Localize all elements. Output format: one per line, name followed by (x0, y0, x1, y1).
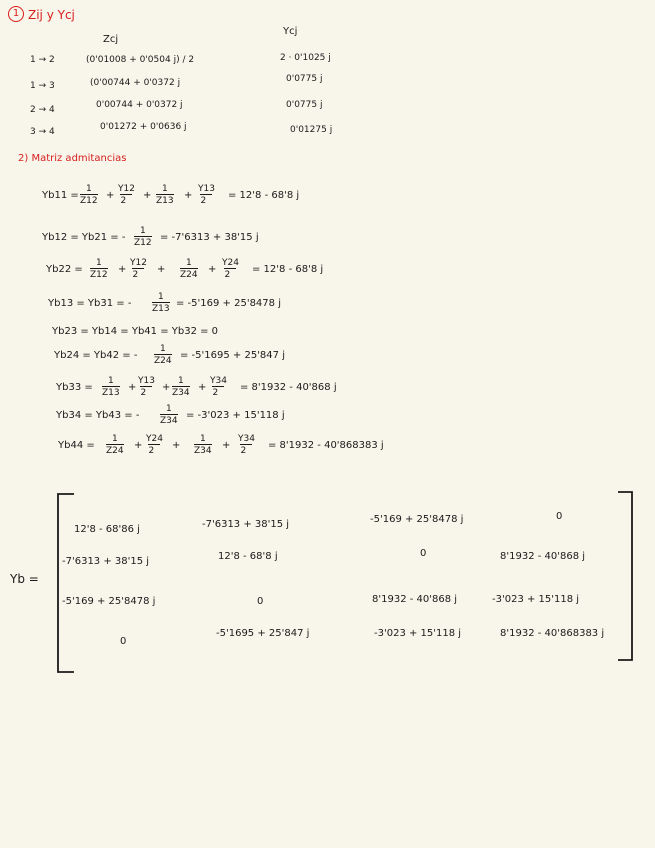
eq-yb13-result: = -5'169 + 25'8478 j (176, 298, 281, 309)
fraction: $\frac{1}{Z12}$ (134, 226, 152, 248)
z-value: 0'01272 + 0'0636 j (100, 122, 187, 132)
matrix-left-bracket (56, 492, 76, 674)
matrix-cell: 8'1932 - 40'868383 j (500, 628, 605, 639)
y-value: 0'0775 j (286, 74, 323, 84)
eq-yb13-lhs: Yb13 = Yb31 = - (48, 298, 132, 309)
z-value: (0'01008 + 0'0504 j) / 2 (86, 55, 195, 65)
matrix-cell: 12'8 - 68'86 j (74, 524, 140, 535)
matrix-cell: 8'1932 - 40'868 j (372, 594, 458, 605)
section2-title: 2) Matriz admitancias (18, 153, 127, 164)
fraction: $\frac{1}{Z34}$ (194, 434, 212, 456)
col-header-z: Zcj (103, 34, 119, 45)
col-header-y: Ycj (283, 26, 298, 37)
eq-yb33-lhs: Yb33 = (56, 382, 93, 393)
y-value: 2 · 0'1025 j (280, 53, 331, 63)
fraction: $\frac{1}{Z13}$ (102, 376, 120, 398)
eq-yb22-lhs: Yb22 = (46, 264, 83, 275)
section1-number: 1 (12, 8, 20, 19)
matrix-cell: 0 (120, 636, 127, 647)
eq-yb12-lhs: Yb12 = Yb21 = - (42, 232, 126, 243)
matrix-cell: 0 (556, 511, 563, 522)
eq-yb34-result: = -3'023 + 15'118 j (186, 410, 285, 421)
plus-sign: + (106, 190, 115, 201)
plus-sign: + (157, 264, 166, 275)
fraction: $\frac{1}{Z24}$ (154, 344, 172, 366)
y-value: 0'0775 j (286, 100, 323, 110)
branch-label: 2 → 4 (30, 105, 55, 115)
matrix-cell: -7'6313 + 38'15 j (202, 519, 290, 530)
eq-yb44-result: = 8'1932 - 40'868383 j (268, 440, 384, 451)
matrix-cell: 0 (257, 596, 264, 607)
matrix-right-bracket (616, 490, 636, 662)
fraction: $\frac{1}{Z12}$ (90, 258, 108, 280)
matrix-cell: 8'1932 - 40'868 j (500, 551, 586, 562)
fraction: $\frac{Y13}{2}$ (198, 184, 215, 206)
plus-sign: + (134, 440, 143, 451)
fraction: $\frac{Y34}{2}$ (210, 376, 227, 398)
eq-yb22-result: = 12'8 - 68'8 j (252, 264, 324, 275)
branch-label: 3 → 4 (30, 127, 55, 137)
fraction: $\frac{1}{Z34}$ (172, 376, 190, 398)
eq-yb11-lhs: Yb11 = (42, 190, 79, 201)
section1-title: Zij y Ycj (28, 8, 75, 22)
eq-yb44-lhs: Yb44 = (58, 440, 95, 451)
fraction: $\frac{1}{Z12}$ (80, 184, 98, 206)
eq-zero-entries: Yb23 = Yb14 = Yb41 = Yb32 = 0 (52, 326, 219, 337)
fraction: $\frac{Y24}{2}$ (146, 434, 163, 456)
fraction: $\frac{Y12}{2}$ (118, 184, 135, 206)
fraction: $\frac{Y34}{2}$ (238, 434, 255, 456)
eq-yb33-result: = 8'1932 - 40'868 j (240, 382, 337, 393)
matrix-label: Yb = (10, 572, 39, 586)
plus-sign: + (143, 190, 152, 201)
fraction: $\frac{1}{Z24}$ (180, 258, 198, 280)
matrix-cell: 0 (420, 548, 427, 559)
plus-sign: + (222, 440, 231, 451)
plus-sign: + (198, 382, 207, 393)
fraction: $\frac{Y13}{2}$ (138, 376, 155, 398)
eq-yb12-result: = -7'6313 + 38'15 j (160, 232, 259, 243)
eq-yb24-result: = -5'1695 + 25'847 j (180, 350, 285, 361)
matrix-cell: -3'023 + 15'118 j (374, 628, 462, 639)
fraction: $\frac{1}{Z13}$ (152, 292, 170, 314)
plus-sign: + (172, 440, 181, 451)
z-value: 0'00744 + 0'0372 j (96, 100, 183, 110)
plus-sign: + (184, 190, 193, 201)
matrix-cell: -5'1695 + 25'847 j (216, 628, 310, 639)
plus-sign: + (128, 382, 137, 393)
branch-label: 1 → 3 (30, 81, 55, 91)
fraction: $\frac{Y12}{2}$ (130, 258, 147, 280)
fraction: $\frac{1}{Z24}$ (106, 434, 124, 456)
plus-sign: + (162, 382, 171, 393)
fraction: $\frac{Y24}{2}$ (222, 258, 239, 280)
z-value: (0'00744 + 0'0372 j (90, 78, 181, 88)
matrix-cell: -5'169 + 25'8478 j (370, 514, 464, 525)
matrix-cell: -5'169 + 25'8478 j (62, 596, 156, 607)
matrix-cell: -3'023 + 15'118 j (492, 594, 580, 605)
plus-sign: + (208, 264, 217, 275)
fraction: $\frac{1}{Z13}$ (156, 184, 174, 206)
eq-yb11-result: = 12'8 - 68'8 j (228, 190, 300, 201)
fraction: $\frac{1}{Z34}$ (160, 404, 178, 426)
eq-yb24-lhs: Yb24 = Yb42 = - (54, 350, 138, 361)
eq-yb34-lhs: Yb34 = Yb43 = - (56, 410, 140, 421)
matrix-cell: 12'8 - 68'8 j (218, 551, 278, 562)
section1-number-circle (8, 6, 24, 22)
matrix-cell: -7'6313 + 38'15 j (62, 556, 150, 567)
y-value: 0'01275 j (290, 125, 333, 135)
branch-label: 1 → 2 (30, 55, 55, 65)
plus-sign: + (118, 264, 127, 275)
